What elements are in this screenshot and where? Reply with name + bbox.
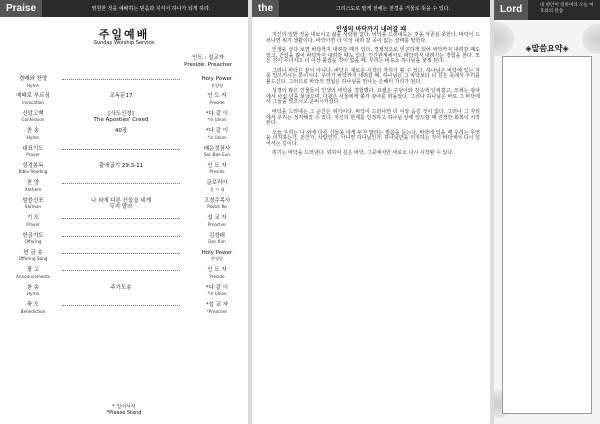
praise-verse: 영원한 것을 예배하는 믿음과 지식이 하나가 되게 하라. — [91, 6, 211, 12]
order-leader-ko: *다 같 이 — [205, 110, 229, 117]
order-item-leader — [192, 76, 242, 89]
dotted-leader — [62, 305, 180, 306]
order-item-ko: 신앙고백 — [22, 110, 44, 117]
order-item-ko: 대표기도 — [22, 145, 44, 152]
sermon-paragraph: 위기는 바닥을 드러낸다. 위하여 깊은 바닥, 그곳에서만 비로소 다시 시작할 수 있다. — [272, 150, 454, 157]
order-row — [8, 215, 242, 232]
order-row — [8, 146, 242, 163]
order-item-ko: 헌금기도 — [22, 232, 44, 239]
order-leader-en: 찬양팀 — [210, 82, 224, 88]
order-leader-ko: *다 같 이 — [205, 128, 229, 135]
order-item-name — [8, 285, 58, 298]
order-item-ko: 성경봉독 — [22, 162, 44, 169]
sermon-paragraph: 그러나 바닥은 끝이 아니다. 바닥은 새로운 시작의 자리가 될 수 있다. 하나님은 바닥에 있는 자를 일으키시는 분이시다. 우리가 바닥까지 내려갈 때, 하나님은 그 바닥보다 더 깊은 곳에서 우리를 붙드신다. 그러므로 바닥의 경험은 하나님을 만나는 은혜의 자리가 된다. — [266, 67, 480, 85]
order-item-name — [8, 163, 58, 176]
order-item-name — [8, 76, 58, 89]
order-item-leader — [192, 111, 242, 124]
order-item-detail: [사도신경] The Apostles' Creed — [93, 110, 149, 124]
order-leader-en: Pastor Ko — [207, 204, 227, 210]
order-item-name — [8, 250, 58, 263]
dotted-leader — [62, 236, 180, 237]
lord-header-bar — [494, 0, 600, 20]
order-item-ko: 경배와 찬양 — [18, 76, 48, 82]
order-leader-ko: Holy Power — [201, 249, 233, 256]
order-leader-ko: 설 교 자 — [207, 215, 227, 222]
order-leader-ko: 김정태 — [209, 232, 225, 239]
order-leader-en: Sec.Bae Eun — [203, 152, 231, 158]
sermon-paragraph: 인생을 살다 보면 바닥까지 내려갈 때가 있다. 경제적으로 빈곤하게 되어 바닥까지 내려갈 때도 있고, 건강을 잃어 바닥까지 내려갈 때도 있다. 인간관계에서도 바닥까지 내려가는 경험을 한다. 모든 것이 무너지고 더 이상 붙잡을 것이 없을 때, 우리는 비로소 하나님을 찾게 된다. — [266, 47, 480, 65]
order-item-en: Hymn — [26, 291, 40, 297]
summary-notes-box — [502, 56, 592, 414]
worship-title: 주일예배 — [98, 28, 150, 41]
order-item-en: Hymn — [26, 82, 40, 88]
dotted-leader — [62, 79, 180, 80]
order-item-leader — [192, 198, 242, 211]
order-item-name — [8, 233, 58, 246]
sermon-paragraph: 성경의 많은 인물들이 인생의 바닥을 경험했다. 요셉은 구덩이와 감옥에 던져졌고, 모세는 광야에서 사십 년을 보냈으며, 다윗은 사울에게 쫓겨 광야를 떠돌았다. 그러나 하나님은 바로 그 바닥에서 그들을 빚으시고 준비시키셨다. — [266, 88, 480, 106]
order-item-ko: 광 고 — [26, 267, 40, 274]
order-item-ko: 기 도 — [26, 215, 40, 222]
sermon-paragraph: 지신의 일반 것을 내보이고 삶을 사랑할 없다. 바닥을 드러내도는 것을 자존심 못한다. 바닥이 드러나면 위기 생활이다. 바닥이면 더 이상 내려 갈 곳이 없는 상태를 말한다. — [266, 32, 480, 44]
order-item-detail: 40장 — [114, 128, 128, 135]
order-row — [8, 250, 242, 267]
dotted-leader — [62, 253, 180, 254]
order-item-name — [8, 93, 58, 106]
lord-tag: Lord — [494, 0, 528, 20]
order-item-ko: 찬 송 — [26, 284, 40, 291]
sermon-verse: 그리스도로 말게 전해는 전경을 거울로 뜻을 수 있다. — [335, 6, 451, 12]
sermon-paragraph: 바닥을 드러내는 그 순간은 위기이다. 바닥이 드러나면 더 이상 숨길 것이 없다. 그러나 그 자리에서 우리는 정직해질 수 있다. 자신의 한계를 인정하고 하나님 앞에 엎드릴 때 진정한 회복이 시작된다. — [266, 109, 480, 127]
order-leader-ko: 인 도 자 — [207, 162, 227, 169]
summary-panel — [494, 0, 600, 424]
order-item-ko: 찬 송 — [26, 128, 40, 135]
order-item-en: Benediction — [20, 308, 46, 314]
order-item-name — [8, 267, 58, 280]
order-item-ko: 찬 양 — [26, 180, 40, 187]
praise-tag: Praise — [0, 0, 42, 17]
praise-header-bar — [0, 0, 248, 17]
order-leader-ko: *다 같 이 — [205, 284, 229, 291]
order-leader-en: *in Union — [207, 117, 227, 123]
order-row — [8, 180, 242, 197]
order-leader-en: Preside — [209, 169, 225, 175]
order-item-en: Anthem — [24, 186, 42, 192]
order-row — [8, 76, 242, 93]
sermon-panel — [252, 0, 490, 424]
order-item-leader — [192, 250, 242, 263]
order-item-detail: 출애굽기 29:3-11 — [98, 162, 144, 169]
order-item-name — [8, 302, 58, 315]
sermon-paragraph: 오늘 우리는 나 외에 다른 신들을 네게 두지 말라는 말씀을 듣는다. 바닥에 있을 때 우리는 무엇을 의지하는가. 돈인가, 사람인가, 아니면 하나님인가. 하나님만을 의지하는 것이 바닥에서 다시 일어서는 길이다. — [266, 129, 480, 147]
order-item-en: Confession — [21, 117, 45, 123]
order-row — [8, 128, 242, 145]
stand-note-ko: * 일어서서 — [112, 404, 136, 410]
order-item-name — [8, 111, 58, 124]
order-item-en: Hymn — [26, 134, 40, 140]
order-item-leader — [192, 146, 242, 159]
order-item-leader — [192, 233, 242, 246]
preside-credit — [184, 55, 232, 69]
order-leader-en: *in Union — [207, 291, 227, 297]
dotted-leader — [62, 149, 180, 150]
stand-note — [0, 404, 248, 416]
order-row — [8, 93, 242, 110]
order-row — [8, 302, 242, 319]
order-item-name — [8, 128, 58, 141]
order-item-name — [8, 198, 58, 211]
order-item-name — [8, 215, 58, 228]
order-leader-en: Preside — [209, 99, 225, 105]
order-leader-ko: 배은정권사 — [203, 145, 231, 152]
sermon-title: 인생의 바닥까지 내려갈 때 — [335, 26, 407, 33]
order-leader-en: *in Union — [207, 134, 227, 140]
order-item-name — [8, 180, 58, 193]
order-leader-ko: *설 교 자 — [205, 302, 229, 309]
preside-role: Preside: Preacher — [184, 62, 232, 68]
order-item-ko: 말씀선포 — [22, 197, 44, 204]
order-leader-en: Preside — [209, 273, 225, 279]
order-item-leader — [192, 93, 242, 106]
order-item-detail: 주기도송 — [110, 284, 132, 291]
order-row — [8, 267, 242, 284]
sermon-header-bar — [252, 0, 490, 17]
order-item-leader — [192, 302, 242, 315]
dotted-leader — [62, 183, 180, 184]
order-item-ko: 헌 금 송 — [23, 249, 43, 256]
order-item-en: Bible Reading — [18, 169, 48, 175]
order-item-en: Prayer — [26, 221, 40, 227]
order-leader-ko: 인 도 자 — [207, 267, 227, 274]
order-item-name — [8, 146, 58, 159]
order-row — [8, 233, 242, 250]
preside-name: 인도 : 설교자 — [192, 55, 225, 61]
order-row — [8, 111, 242, 128]
order-item-leader — [192, 215, 242, 228]
order-item-en: Offering Song — [18, 256, 48, 262]
order-row — [8, 163, 242, 180]
order-item-leader — [192, 180, 242, 193]
order-row — [8, 285, 242, 302]
order-item-en: Sermon — [24, 204, 42, 210]
dotted-leader — [62, 218, 180, 219]
order-item-leader — [192, 285, 242, 298]
order-item-en: Announcements — [15, 273, 51, 279]
order-item-leader — [192, 128, 242, 141]
order-item-detail: 교독문17 — [109, 93, 133, 100]
the-tag: the — [252, 0, 279, 17]
worship-subtitle: Sunday Worship Service — [93, 40, 155, 46]
sermon-body — [266, 33, 480, 161]
summary-title: ◈말씀요약◈ — [525, 44, 569, 53]
order-list — [8, 76, 242, 319]
order-item-ko: 예배로 부르심 — [16, 93, 50, 100]
order-of-worship-panel — [0, 0, 248, 424]
dotted-leader — [62, 270, 180, 271]
stand-note-en: *Please Stand — [106, 410, 142, 416]
order-leader-en: *Preacher — [206, 308, 228, 314]
order-leader-en: Preacher — [207, 221, 227, 227]
order-item-detail: 나 외에 다른 신들을 네게 두지 말라 — [90, 197, 152, 211]
order-leader-ko: 고경수목사 — [203, 197, 231, 204]
order-leader-en: 성 가 대 — [209, 186, 225, 192]
order-leader-ko: 인 도 자 — [207, 93, 227, 100]
order-item-leader — [192, 163, 242, 176]
order-item-leader — [192, 267, 242, 280]
order-leader-en: 찬양팀 — [210, 256, 224, 262]
order-leader-ko: 글로리아 — [206, 180, 228, 187]
order-row — [8, 198, 242, 215]
order-item-en: Invocation — [22, 99, 44, 105]
order-item-en: Offering — [24, 239, 42, 245]
order-item-en: Prayer — [26, 152, 40, 158]
lord-verse: 내 평안이 말하여라 오늘 여호와의 말씀 — [540, 3, 594, 14]
order-item-ko: 축 도 — [26, 302, 40, 309]
order-leader-en: Dec Kim — [208, 239, 226, 245]
order-leader-ko: Holy Power — [201, 76, 233, 82]
